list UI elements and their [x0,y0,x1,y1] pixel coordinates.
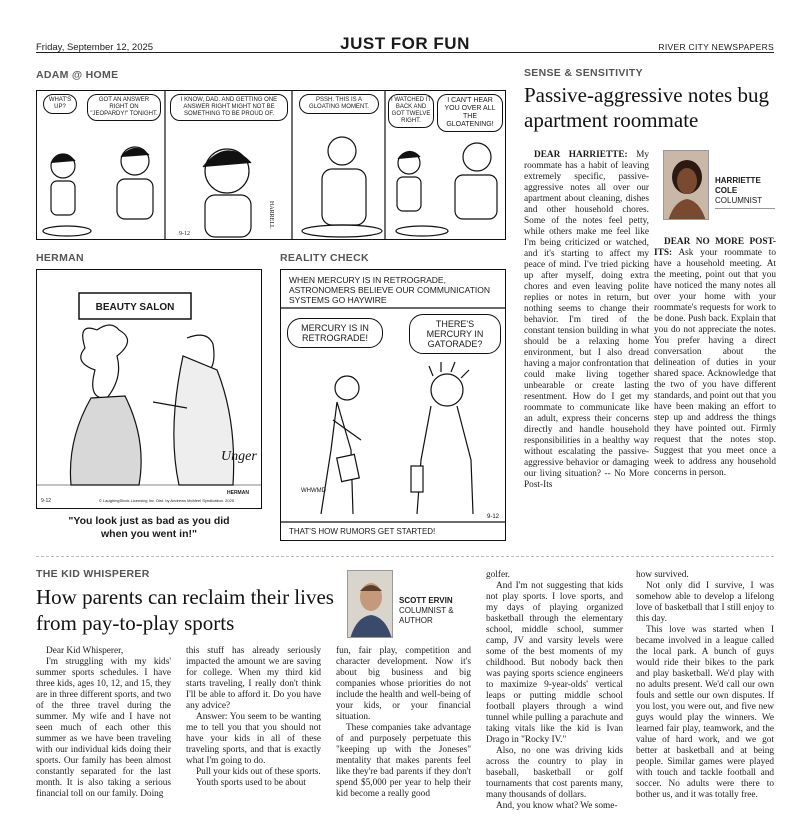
kid-col1-p: I'm struggling with my kids' summer sports schedules. I have three kids, ages 10, 12, and 15, they are in three different sports, and two of the three travel during the summer. My wife and I have not seen much of each other this summer as we have been traveling with our individual kids doing their sports. Our family has been almost constantly separated for the last month. It is also taking a serious financial toll on our family. Doing [36,657,171,799]
kid-col3-p: These companies take advantage of and purposely perpetuate this "keeping up with the Joneses" mentality that makes parents feel like they're bad parents if they don't spend $5,000 per year to help their kid become a really good [336,723,471,799]
adam-bubble-2: GOT AN ANSWER RIGHT ON "JEOPARDY!" TONIGHT. [87,94,161,121]
adam-bubble-4: PSSH. THIS IS A GLOATING MOMENT. [299,94,379,114]
advice-headline: Passive-aggressive notes bug apartment roommate [524,83,769,132]
reality-date-code: 9-12 [487,514,500,520]
kid-col2-p: Answer: You seem to be wanting me to tell you that you should not have your kids in all of these traveling sports, and that is exactly what I'm going to do. [186,712,321,766]
kid-column-3 [336,646,471,800]
kid-author-role-1: COLUMNIST & [399,606,454,615]
section-divider [36,556,774,557]
reality-check-comic [280,269,506,541]
adam-bubble-1: WHAT'S UP? [43,94,77,114]
page-title: JUST FOR FUN [340,34,470,53]
herman-date-code: 9-12 [41,498,52,504]
kid-col5-p: This love was started when I became involved in a league called the local park. A bunch of guys would ride their bikes to the park and play basketball. We'd play with no adults present. We'd call our own fouls and settle our own disputes. If you lost, you were out, and five new guys would play the winners. We learned fair play, teamwork, and the value of hard work, and we got better at basketball and at being people. Similar games were played with touch and tackle football and soccer. No adults were there to bother us, and it was totally free. [636,625,774,800]
kid-col5-p: how survived. [636,570,689,580]
section-reality-check: REALITY CHECK [280,252,369,264]
advice-author-name: HARRIETTE COLE [715,176,761,195]
reality-signature: WHWMD [301,488,326,494]
section-sense-and-sensitivity: SENSE & SENSITIVITY [524,67,643,79]
reality-comic-art [281,270,506,541]
adam-bubble-3: I KNOW, DAD. AND GETTING ONE ANSWER RIGHT MIGHT NOT BE SOMETHING TO BE PROUD OF. [170,94,288,121]
letter-body: My roommate has a habit of leaving extremely specific, passive-aggressive notes all over our apartment about cleaning, dishes and other household chores. Some of the notes feel petty, while others make me feel like I'm being criticized or watched, and it's starting to affect my peace of mind. I've tried picking up after myself, doing extra chores and even leaving polite replies or notes in return, but nothing seems to change their behavior. I'm tired of the constant tension building in what should be a relaxing home environment, but I also dread having a major confrontation that could make living together unbearable or create lasting resentment. How do I get my roommate to communicate like an adult, express their concerns directly and handle household responsibilities in a healthy way without escalating the passive-aggressive behavior or damaging our living situation? -- No More Post-Its [524,150,649,490]
publisher-name: RIVER CITY NEWSPAPERS [658,42,774,52]
adam-date-code: 9-12 [179,231,190,237]
advice-letter-column [524,150,649,491]
beauty-salon-sign: BEAUTY SALON [95,302,175,313]
kid-col4-p: golfer. [486,570,511,580]
advice-reply-column [654,237,776,479]
herman-signature: Unger [221,449,257,464]
reply-salutation: DEAR NO MORE POST-ITS: [654,237,776,258]
herman-comic [36,269,262,509]
herman-brand: HERMAN [227,490,249,496]
kid-col5-p: Not only did I survive, I was somehow able to develop a lifelong love of basketball that I still enjoy to this day. [636,581,774,624]
reality-footer: THAT'S HOW RUMORS GET STARTED! [289,527,436,536]
kid-column-5 [636,570,774,801]
advice-author-role: COLUMNIST [715,196,763,205]
date-line: Friday, September 12, 2025 [36,42,154,53]
harriette-cole-photo [663,150,709,220]
kid-column-2 [186,646,321,789]
herman-credit: © LaughingStock Licensing Inc. Dist. by Andrews McMeel Syndication. 2025 [99,498,235,503]
kid-col1-p: Dear Kid Whisperer, [46,646,124,656]
adam-at-home-comic [36,90,506,240]
reply-body: Ask your roommate to have a household meeting. At the meeting, point out that you have noticed the many notes all over your home with your roommate's requests for work to be done. Push back. Explain that you do not appreciate the notes. You prefer having a direct conversation about the delineation of duties in your shared space. Acknowledge that the two of you have different standards, and point out that you have been making an effort to step up and address the things they have pointed out. Firmly request that the notes stop. Suggest that you meet once a week to address any household concerns in person. [654,248,776,478]
kid-col4-p: Also, no one was driving kids across the country to play in baseball, basketball or golf tournaments that cost parents many, many thousands of dollars. [486,746,623,800]
section-herman: HERMAN [36,252,84,264]
author-portrait-icon [348,571,393,638]
kid-col4-p: And I'm not suggesting that kids not play sports. I love sports, and my days of playing organized basketball through the elementary school, middle school, summer camp, JV and varsity levels were some of the best moments of my childhood. But nobody back then was paying sports science engineers to maximize 9-year-olds' vertical leaps or putting middle school football players through a wind tunnel while pulling a parachute and taking vitals like the kid is Ivan Drago in "Rocky IV." [486,581,623,745]
kid-author-name: SCOTT ERVIN [399,596,453,605]
section-kid-whisperer: THE KID WHISPERER [36,568,150,580]
kid-column-1 [36,646,171,800]
kid-col2-p: this stuff has already seriously impacted the amount we are saving for college. When my third kid starts traveling, I really don't think I'll be able to afford it. Do you have any advice? [186,646,321,711]
kid-col2-p: Pull your kids out of these sports. [196,767,321,777]
kid-author-role-2: AUTHOR [399,616,433,625]
scott-ervin-photo [347,570,393,638]
header-rule [36,52,774,53]
author-portrait-icon [664,151,709,220]
reality-banner: WHEN MERCURY IS IN RETROGRADE, ASTRONOMERS BELIEVE OUR COMMUNICATION SYSTEMS GO HAYWIRE [289,275,491,305]
reality-bubble-2: THERE'S MERCURY IN GATORADE? [409,314,501,354]
byline-rule [715,208,775,209]
section-adam-at-home: ADAM @ HOME [36,69,119,81]
reality-bubble-1: MERCURY IS IN RETROGRADE! [287,318,383,348]
kid-headline: How parents can reclaim their lives from pay-to-play sports [36,585,334,635]
adam-bubble-5: I WATCHED IT BACK AND GOT TWELVE RIGHT. [388,94,434,128]
letter-salutation: DEAR HARRIETTE: [534,150,628,160]
kid-column-4 [486,570,623,812]
adam-signature: HARRELL [268,201,274,229]
kid-col2-p: Youth sports used to be about [196,778,306,788]
herman-caption: "You look just as bad as you did when you went in!" [68,515,230,540]
kid-col3-p: fun, fair play, competition and character development. Now it's about big business and big companies whose priorities do not include the health and well-being of your kids, or your financial situation. [336,646,471,722]
adam-bubble-6: I CAN'T HEAR YOU OVER ALL THE GLOATENING! [437,94,503,132]
kid-col4-p: And, you know what? We some- [496,801,618,811]
